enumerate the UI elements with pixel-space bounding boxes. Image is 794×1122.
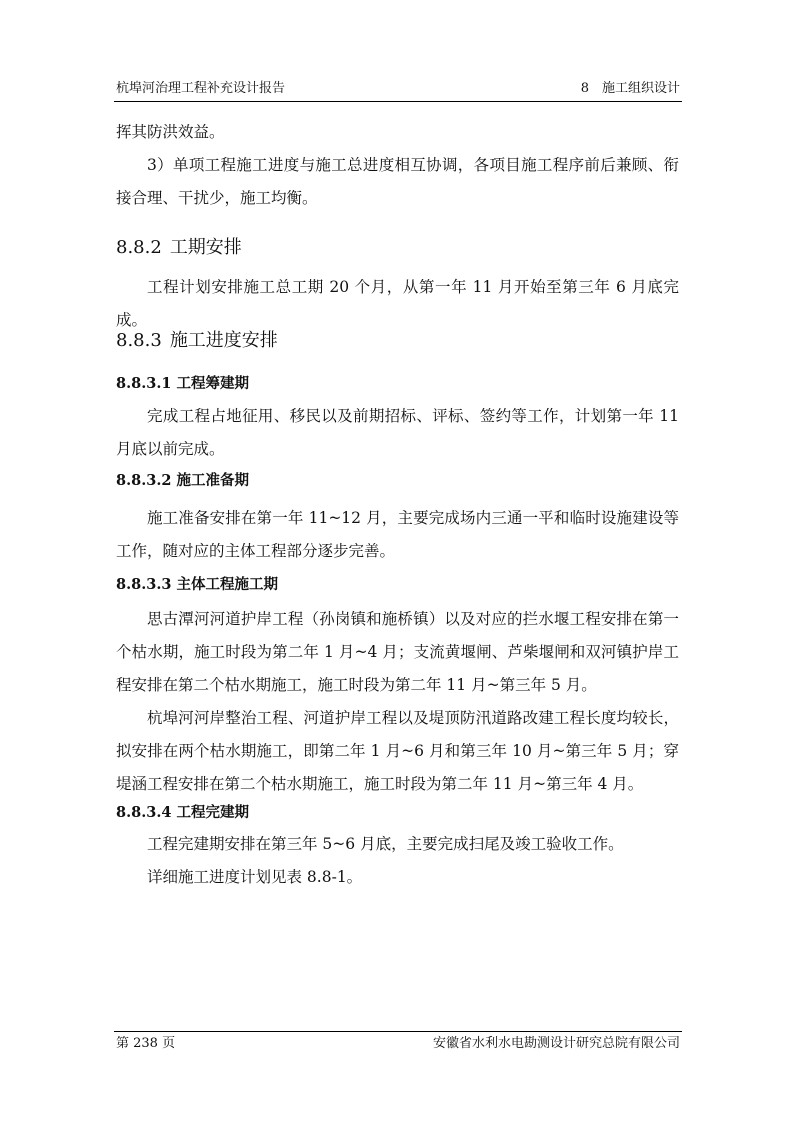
page-header (116, 80, 680, 102)
header-report-title: 杭埠河治理工程补充设计报告 (116, 81, 286, 96)
subsection-heading-8-8-3-1: 8.8.3.1 工程筹建期 (116, 375, 250, 392)
subsection-heading-8-8-3-3: 8.8.3.3 主体工程施工期 (116, 576, 279, 593)
paragraph-completion: 工程完建期安排在第三年 5~6 月底，主要完成扫尾及竣工验收工作。 (147, 835, 624, 853)
footer-company: 安徽省水利水电勘测设计研究总院有限公司 (432, 1036, 680, 1051)
paragraph-main-works-1: 思古潭河河道护岸工程（孙岗镇和施桥镇）以及对应的拦水堰工程安排在第一个枯水期，施工时段为第二年 1 月~4 月；支流黄堰闸、芦柴堰闸和双河镇护岸工程安排在第二个枯水期施工，施工时段为第二年 11 月~第三年 5 月。 (116, 610, 679, 694)
paragraph-construction-prep: 施工准备安排在第一年 11~12 月，主要完成场内三通一平和临时设施建设等工作，随对应的主体工程部分逐步完善。 (116, 509, 679, 560)
paragraph-main-works-2: 杭埠河河岸整治工程、河道护岸工程以及堤顶防汛道路改建工程长度均较长，拟安排在两个枯水期施工，即第二年 1 月~6 月和第三年 10 月~第三年 5 月；穿堤涵工程安排在第二个枯水期施工，施工时段为第二年 11 月~第三年 4 月。 (116, 709, 679, 793)
paragraph-table-reference: 详细施工进度计划见表 8.8-1。 (147, 868, 363, 886)
section-number: 8.8.3 (116, 330, 162, 351)
section-title: 施工进度安排 (169, 330, 278, 351)
header-rule (114, 101, 682, 102)
paragraph-continuation: 挥其防洪效益。 (116, 123, 225, 141)
section-title: 工期安排 (169, 237, 242, 258)
footer-rule (114, 1031, 682, 1032)
section-number: 8.8.2 (116, 237, 162, 258)
subsection-heading-8-8-3-4: 8.8.3.4 工程完建期 (116, 804, 250, 821)
section-heading-8-8-2 (116, 235, 679, 261)
paragraph-item-3: 3）单项工程施工进度与施工总进度相互协调，各项目施工程序前后兼顾、衔接合理、干扰少，施工均衡。 (116, 156, 679, 207)
subsection-heading-8-8-3-2: 8.8.3.2 施工准备期 (116, 472, 250, 489)
paragraph-preparation-period: 完成工程占地征用、移民以及前期招标、评标、签约等工作，计划第一年 11 月底以前完成。 (116, 407, 679, 458)
section-heading-8-8-3 (116, 328, 679, 354)
header-chapter-title: 8 施工组织设计 (580, 81, 680, 96)
paragraph-schedule: 工程计划安排施工总工期 20 个月，从第一年 11 月开始至第三年 6 月底完成。 (116, 278, 679, 329)
page-number: 第 238 页 (116, 1036, 176, 1051)
